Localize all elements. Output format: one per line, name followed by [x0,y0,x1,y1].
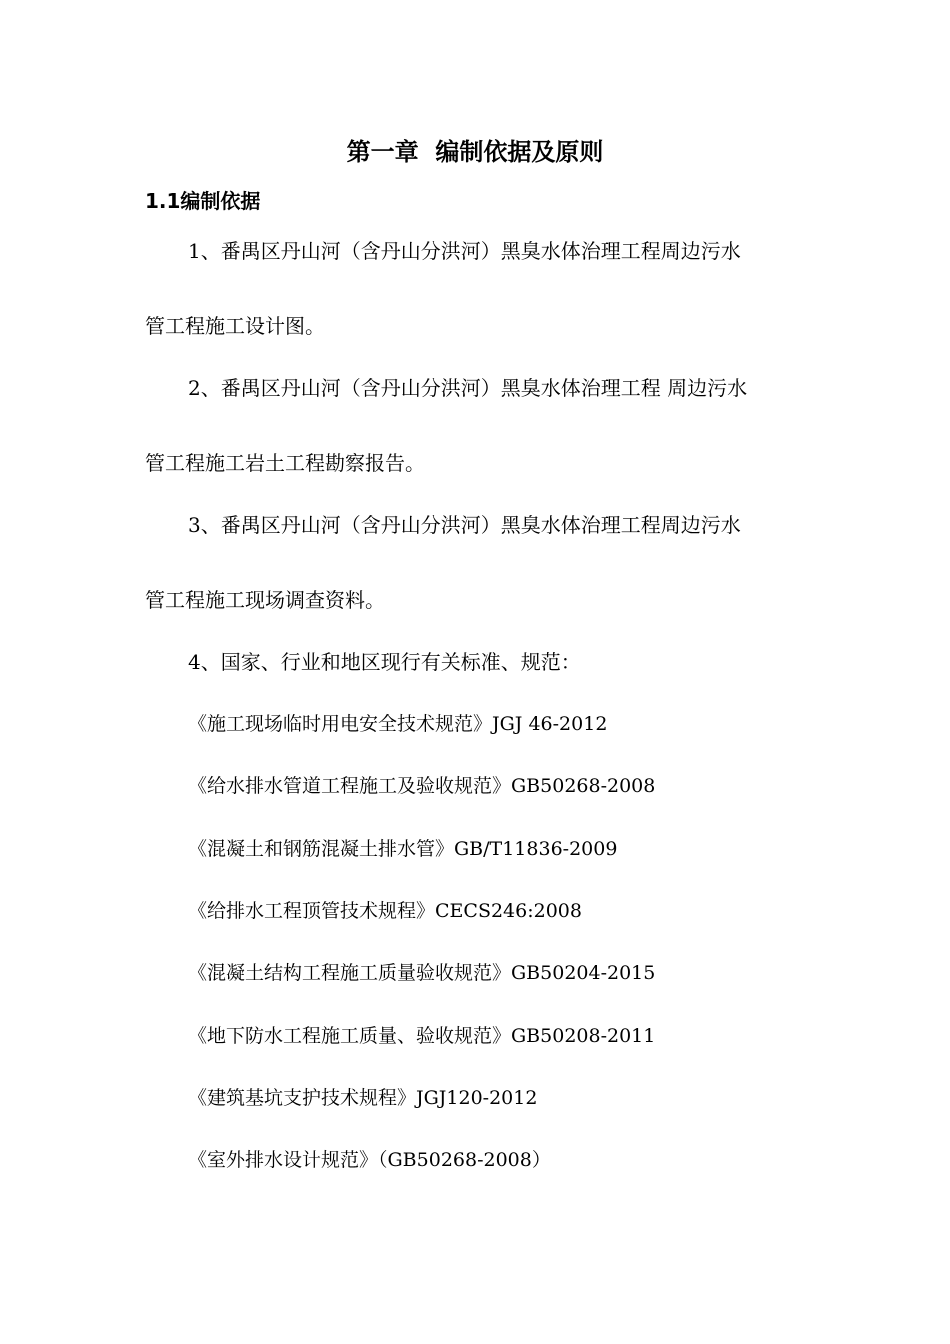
item-2-line-1: 2、番禺区丹山河（含丹山分洪河）黑臭水体治理工程 周边污水 [188,376,748,400]
standard-item: 《给水排水管道工程施工及验收规范》GB50268-2008 [188,775,656,797]
item-3-line-1: 3、番禺区丹山河（含丹山分洪河）黑臭水体治理工程周边污水 [188,513,741,537]
section-heading: 1.1编制依据 [145,189,261,213]
standard-item: 《给排水工程顶管技术规程》CECS246:2008 [188,900,582,922]
item-1-line-1: 1、番禺区丹山河（含丹山分洪河）黑臭水体治理工程周边污水 [188,239,741,263]
standard-item: 《地下防水工程施工质量、验收规范》GB50208-2011 [188,1025,656,1047]
standard-item: 《建筑基坑支护技术规程》JGJ120-2012 [188,1087,538,1109]
item-3-line-2: 管工程施工现场调查资料。 [145,588,385,612]
standard-item: 《混凝土结构工程施工质量验收规范》GB50204-2015 [188,962,656,984]
item-1-line-2: 管工程施工设计图。 [145,314,325,338]
item-2-line-2: 管工程施工岩土工程勘察报告。 [145,451,425,475]
standard-item: 《室外排水设计规范》（GB50268-2008） [188,1149,551,1171]
chapter-title: 第一章 编制依据及原则 [346,138,604,166]
standard-item: 《混凝土和钢筋混凝土排水管》GB/T11836-2009 [188,838,618,860]
item-4-line: 4、国家、行业和地区现行有关标准、规范： [188,650,581,674]
standard-item: 《施工现场临时用电安全技术规范》JGJ 46-2012 [188,713,608,735]
